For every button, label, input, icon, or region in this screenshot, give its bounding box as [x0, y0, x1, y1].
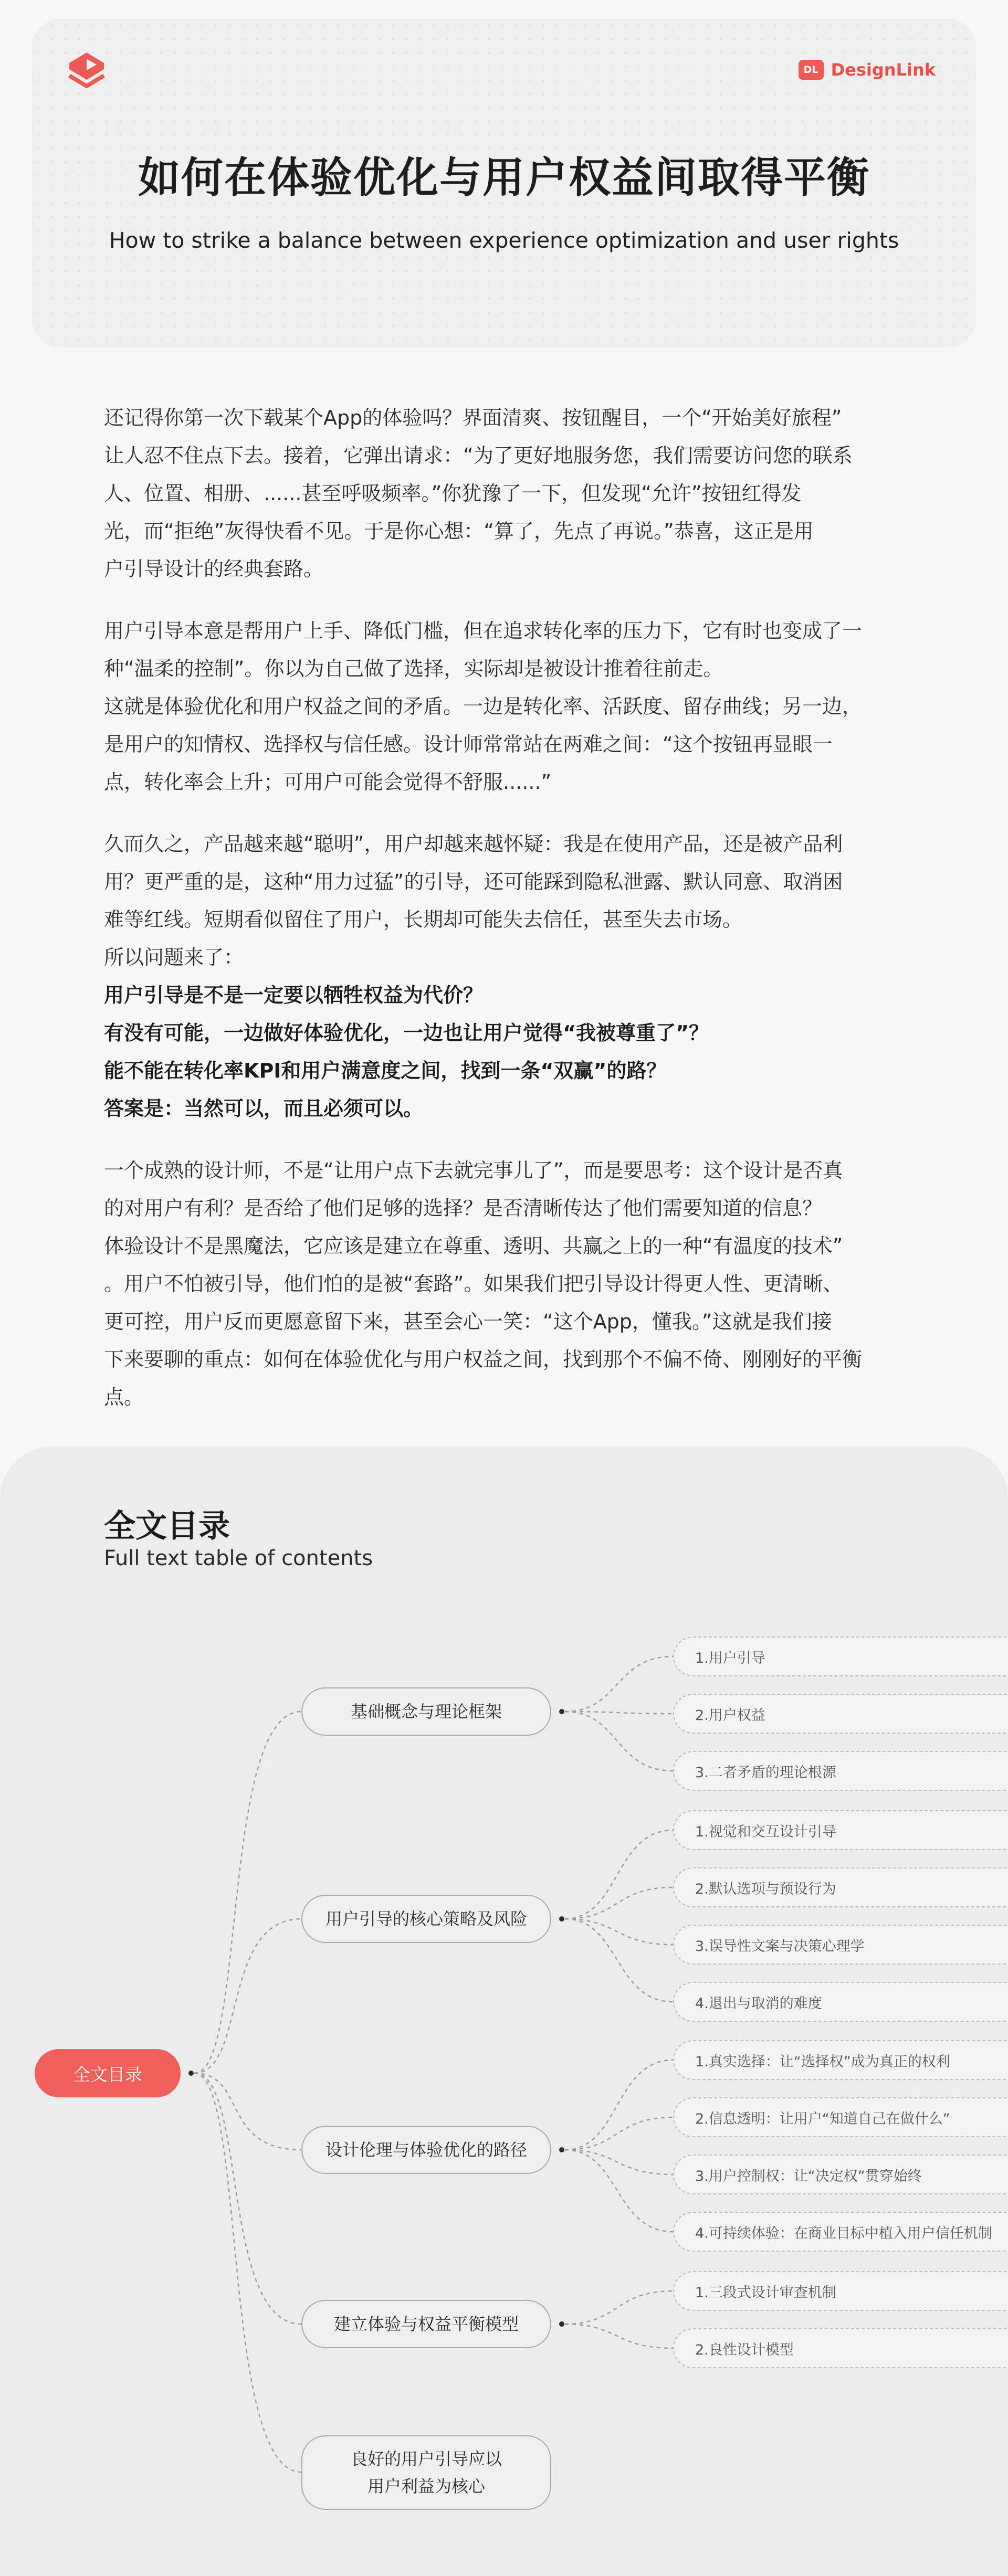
text-line: 人、位置、相册、......甚至呼吸频率。”你犹豫了一下，但发现“允许”按钮红得发 [104, 482, 802, 505]
toc-leaf-item[interactable]: 1.真实选择：让“选择权”成为真正的权利 [673, 2040, 1008, 2080]
toc-leaf-item[interactable]: 1.三段式设计审查机制 [673, 2271, 1008, 2311]
text-line: 户引导设计的经典套路。 [104, 557, 324, 580]
text-line: 用？更严重的是，这种“用力过猛”的引导，还可能踩到隐私泄露、默认同意、取消困 [104, 870, 843, 893]
question-line: 能不能在转化率KPI和用户满意度之间，找到一条“双赢”的路？ [104, 1059, 667, 1082]
toc-branch-label-line: 用户利益为核心 [367, 2476, 485, 2496]
toc-branch-node[interactable]: 设计伦理与体验优化的路径 [301, 2126, 551, 2174]
hero-banner [32, 19, 976, 347]
toc-branch-node[interactable]: 建立体验与权益平衡模型 [301, 2300, 551, 2348]
text-line: 的对用户有利？是否给了他们足够的选择？是否清晰传达了他们需要知道的信息？ [104, 1197, 823, 1220]
toc-leaf-item[interactable]: 1.视觉和交互设计引导 [673, 1810, 1008, 1850]
toc-leaf-item[interactable]: 3.用户控制权：让“决定权”贯穿始终 [673, 2155, 1008, 2194]
text-line: 久而久之，产品越来越“聪明”，用户却越来越怀疑：我是在使用产品，还是被产品利 [104, 832, 843, 856]
toc-leaf-item[interactable]: 4.退出与取消的难度 [673, 1982, 1008, 2022]
paragraph [104, 612, 891, 801]
toc-leaf-item[interactable]: 3.二者矛盾的理论根源 [673, 1751, 1008, 1791]
text-line: 用户引导本意是帮用户上手、降低门槛，但在追求转化率的压力下，它有时也变成了一 [104, 619, 863, 642]
paragraph [104, 1152, 891, 1416]
toc-title: 全文目录 [104, 1508, 230, 1545]
toc-branch-node[interactable]: 用户引导的核心策略及风险 [301, 1895, 551, 1943]
text-line: 。用户不怕被引导，他们怕的是被“套路”。如果我们把引导设计得更人性、更清晰、 [104, 1272, 843, 1295]
toc-branch-label-line: 良好的用户引导应以 [350, 2449, 502, 2469]
paragraph [104, 399, 891, 588]
layered-stack-logo-icon [63, 43, 110, 96]
text-line: 一个成熟的设计师，不是“让用户点下去就完事儿了”，而是要思考：这个设计是否真 [104, 1159, 843, 1182]
toc-subtitle: Full text table of contents [104, 1546, 373, 1570]
paragraph [104, 825, 891, 1127]
toc-leaf-item[interactable]: 2.良性设计模型 [673, 2328, 1008, 2368]
page-subtitle: How to strike a balance between experience optimization and user rights [109, 228, 899, 253]
text-line: 更可控，用户反而更愿意留下来，甚至会心一笑：“这个App，懂我。”这就是我们接 [104, 1310, 832, 1333]
toc-leaf-item[interactable]: 2.用户权益 [673, 1694, 1008, 1734]
text-line: 难等红线。短期看似留住了用户，长期却可能失去信任，甚至失去市场。 [104, 908, 743, 931]
page-title: 如何在体验优化与用户权益间取得平衡 [138, 153, 870, 202]
brand-badge: DL [799, 60, 824, 80]
text-line: 光，而“拒绝”灰得快看不见。于是你心想：“算了，先点了再说。”恭喜，这正是用 [104, 520, 814, 543]
question-line: 用户引导是不是一定要以牺牲权益为代价？ [104, 984, 484, 1007]
article-body [104, 399, 891, 1440]
text-line: 下来要聊的重点：如何在体验优化与用户权益之间，找到那个不偏不倚、刚刚好的平衡 [104, 1348, 863, 1371]
toc-leaf-item[interactable]: 2.信息透明：让用户“知道自己在做什么” [673, 2097, 1008, 2137]
answer-line: 答案是：当然可以，而且必须可以。 [104, 1097, 424, 1120]
toc-branch-node[interactable] [301, 2435, 551, 2510]
toc-leaf-item[interactable]: 2.默认选项与预设行为 [673, 1867, 1008, 1907]
question-line: 有没有可能，一边做好体验优化，一边也让用户觉得“我被尊重了”？ [104, 1021, 709, 1044]
toc-leaf-item[interactable]: 1.用户引导 [673, 1637, 1008, 1676]
text-line: 还记得你第一次下载某个App的体验吗？界面清爽、按钮醒目，一个“开始美好旅程” [104, 406, 842, 429]
toc-branch-node[interactable]: 基础概念与理论框架 [301, 1687, 551, 1736]
text-line: 这就是体验优化和用户权益之间的矛盾。一边是转化率、活跃度、留存曲线；另一边， [104, 695, 863, 718]
toc-leaf-item[interactable]: 4.可持续体验：在商业目标中植入用户信任机制 [673, 2212, 1008, 2252]
brand-name: DesignLink [831, 60, 936, 80]
text-line: 种“温柔的控制”。你以为自己做了选择，实际却是被设计推着往前走。 [104, 657, 723, 680]
toc-leaf-item[interactable]: 3.误导性文案与决策心理学 [673, 1925, 1008, 1965]
toc-root-node[interactable]: 全文目录 [35, 2049, 181, 2097]
text-line: 体验设计不是黑魔法，它应该是建立在尊重、透明、共赢之上的一种“有温度的技术” [104, 1234, 843, 1258]
text-line: 是用户的知情权、选择权与信任感。设计师常常站在两难之间：“这个按钮再显眼一 [104, 733, 833, 756]
text-line: 点。 [104, 1386, 144, 1409]
text-line: 所以问题来了： [104, 946, 244, 969]
brand-logo [799, 60, 936, 80]
text-line: 点，转化率会上升；可用户可能会觉得不舒服......” [104, 770, 552, 794]
toc-section [0, 1447, 1008, 2576]
text-line: 让人忍不住点下去。接着，它弹出请求：“为了更好地服务您，我们需要访问您的联系 [104, 444, 853, 467]
